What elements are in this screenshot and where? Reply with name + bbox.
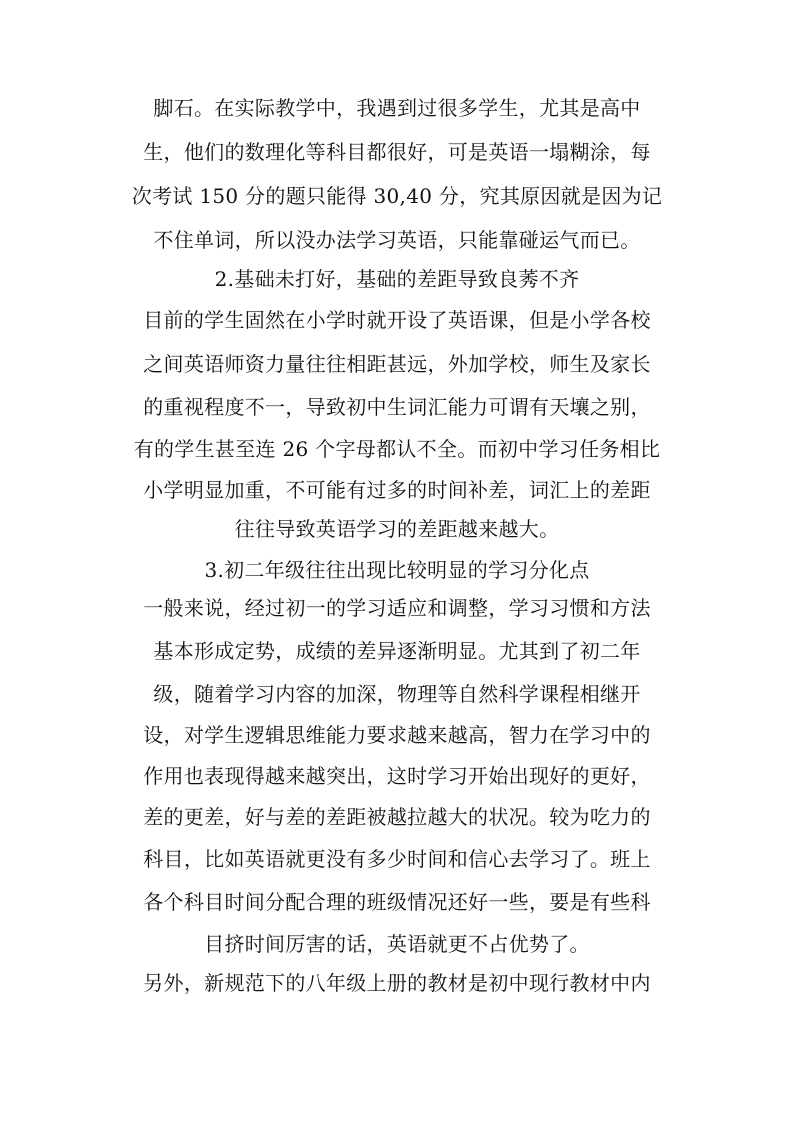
text-line: 生，他们的数理化等科目都很好，可是英语一塌糊涂，每 — [143, 140, 651, 164]
text-line: 次考试 150 分的题只能得 30,40 分，究其原因就是因为记 — [131, 184, 663, 208]
text-line: 的重视程度不一，导致初中生词汇能力可谓有天壤之别， — [143, 395, 651, 419]
text-line: 目挤时间厉害的话，英语就更不占优势了。 — [204, 932, 590, 956]
text-line: 不住单词，所以没办法学习英语，只能靠碰运气而已。 — [153, 228, 641, 252]
text-line: 差的更差，好与差的差距被越拉越大的状况。较为吃力的 — [143, 805, 651, 829]
text-line: 往往导致英语学习的差距越来越大。 — [234, 517, 560, 541]
text-line: 科目，比如英语就更没有多少时间和信心去学习了。班上 — [143, 847, 651, 871]
text-line: 作用也表现得越来越突出，这时学习开始出现好的更好， — [143, 764, 651, 788]
text-line: 之间英语师资力量往往相距甚远，外加学校，师生及家长 — [143, 352, 651, 376]
text-line: 各个科目时间分配合理的班级情况还好一些，要是有些科 — [143, 890, 651, 914]
text-line: 脚石。在实际教学中，我遇到过很多学生，尤其是高中 — [153, 96, 641, 120]
text-line: 基本形成定势，成绩的差异逐渐明显。尤其到了初二年 — [153, 639, 641, 663]
section-heading: 2.基础未打好，基础的差距导致良莠不齐 — [214, 267, 580, 291]
text-line: 设，对学生逻辑思维能力要求越来越高，智力在学习中的 — [143, 723, 651, 747]
text-line: 小学明显加重，不可能有过多的时间补差，词汇上的差距 — [143, 478, 651, 502]
section-heading: 3.初二年级往往出现比较明显的学习分化点 — [204, 558, 590, 582]
text-line: 级，随着学习内容的加深，物理等自然科学课程相继开 — [153, 682, 641, 706]
text-line: 目前的学生固然在小学时就开设了英语课，但是小学各校 — [143, 308, 651, 332]
text-line: 有的学生甚至连 26 个字母都认不全。而初中学习任务相比 — [133, 437, 661, 461]
text-line: 一般来说，经过初一的学习适应和调整，学习习惯和方法 — [143, 596, 651, 620]
text-line: 另外，新规范下的八年级上册的教材是初中现行教材中内 — [143, 971, 651, 995]
